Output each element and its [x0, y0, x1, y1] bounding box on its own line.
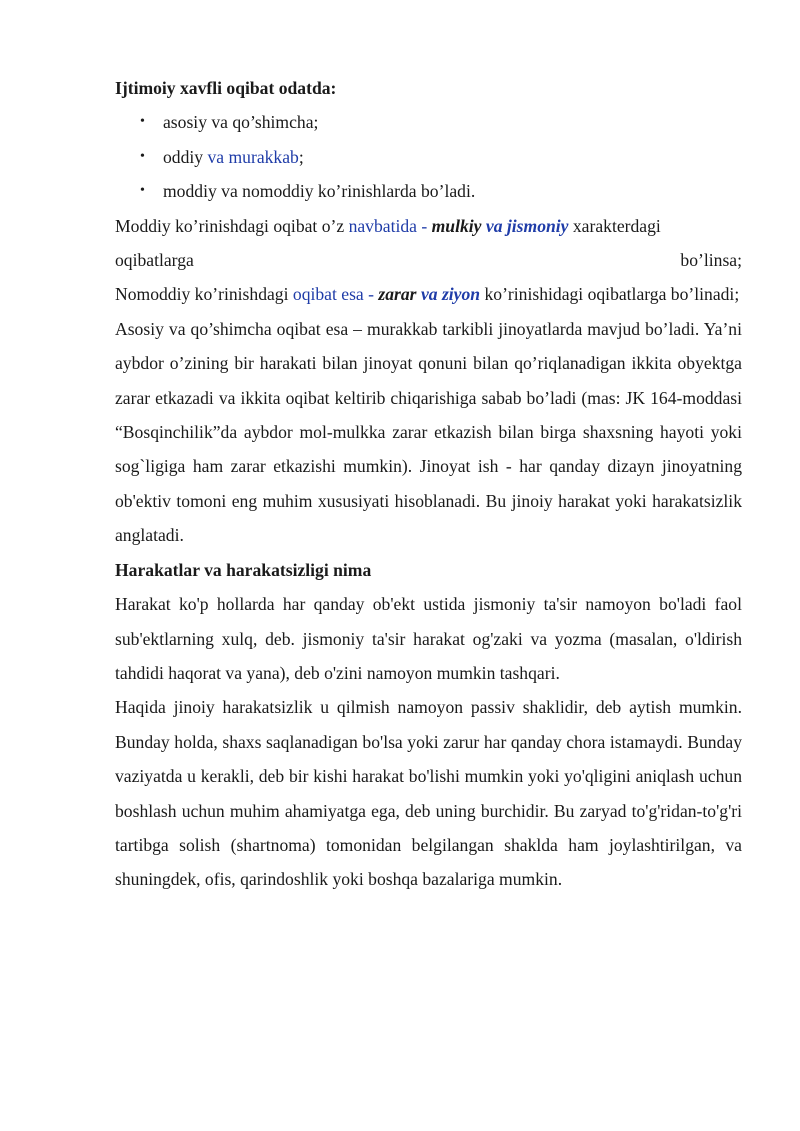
text-run: ko’rinishidagi oqibatlarga bo’linadi;: [480, 284, 740, 305]
list-item-text: ;: [298, 146, 304, 167]
highlighted-text: va murakkab: [207, 146, 299, 167]
emphasis-highlighted-text: va jismoniy: [485, 215, 569, 236]
consequence-types-list: [115, 105, 742, 208]
list-item-text: oddiy: [163, 146, 208, 167]
emphasis-text: zarar: [378, 284, 421, 305]
text-run: oqibatlarga: [115, 250, 194, 271]
paragraph-action: Harakat ko'p hollarda har qanday ob'ekt ustida jismoniy ta'sir namoyon bo'ladi faol sub'ektlarning xulq, deb. jismoniy ta'sir harakat og'zaki va yozma (masalan, o'ldirish tahdidi haqorat va yana), deb o'zini namoyon mumkin tashqari.: [115, 594, 742, 683]
list-item: [115, 174, 742, 208]
text-run: Moddiy ko’rinishdagi oqibat o’z: [115, 215, 349, 236]
highlighted-text: oqibat esa -: [292, 284, 379, 305]
list-item: [115, 140, 742, 174]
section-heading-actions: Harakatlar va harakatsizligi nima: [115, 559, 372, 580]
text-run: Nomoddiy ko’rinishdagi: [115, 284, 293, 305]
text-run: bo’linsa;: [680, 250, 742, 271]
list-item-text: moddiy va nomoddiy ko’rinishlarda bo’ladi.: [163, 181, 476, 202]
document-page: [115, 71, 742, 897]
paragraph-material-consequence-line2: [115, 243, 742, 277]
paragraph-main-additional-consequence: Asosiy va qo’shimcha oqibat esa – murakkab tarkibli jinoyatlarda mavjud bo’ladi. Ya’ni aybdor o’zining bir harakati bilan jinoyat qonuni bilan qo’riqlanadigan ikkita obyektga zarar etkazadi va ikkita oqibat keltirib chiqarishiga sabab bo’ladi (mas: JK 164-moddasi “Bosqinchilik”da aybdor mol-mulkka zarar etkazish bilan birga shaxsning hayoti yoki sog`ligiga ham zarar etkazishi mumkin). Jinoyat ish - har qanday dizayn jinoyatning ob'ektiv tomoni eng muhim xususiyati hisoblanadi. Bu jinoiy harakat yoki harakatsizlik anglatadi.: [115, 318, 742, 546]
bullet-icon: •: [140, 114, 145, 130]
list-item: [115, 105, 742, 139]
emphasis-text: mulkiy: [431, 215, 486, 236]
bullet-icon: •: [140, 183, 145, 199]
section-heading-consequences: Ijtimoiy xavfli oqibat odatda:: [115, 78, 337, 98]
list-item-text: asosiy va qo’shimcha;: [163, 112, 319, 133]
highlighted-text: navbatida -: [348, 215, 432, 236]
paragraph-material-consequence: [115, 209, 742, 243]
paragraph-nonmaterial-consequence: [115, 277, 742, 311]
emphasis-highlighted-text: va ziyon: [420, 284, 481, 305]
text-run: xarakterdagi: [568, 215, 661, 236]
paragraph-inaction: Haqida jinoiy harakatsizlik u qilmish namoyon passiv shaklidir, deb aytish mumkin. Bunday holda, shaxs saqlanadigan bo'lsa yoki zarur har qanday chora istamaydi. Bunday vaziyatda u kerakli, deb bir kishi harakat bo'lishi mumkin yoki yo'qligini aniqlash uchun boshlash uchun muhim ahamiyatga ega, deb uning burchidir. Bu zaryad to'g'ridan-to'g'ri tartibga solish (shartnoma) tomonidan belgilangan shaklda ham joylashtirilgan, va shuningdek, ofis, qarindoshlik yoki boshqa bazalariga mumkin.: [115, 697, 742, 890]
bullet-icon: •: [140, 148, 145, 164]
